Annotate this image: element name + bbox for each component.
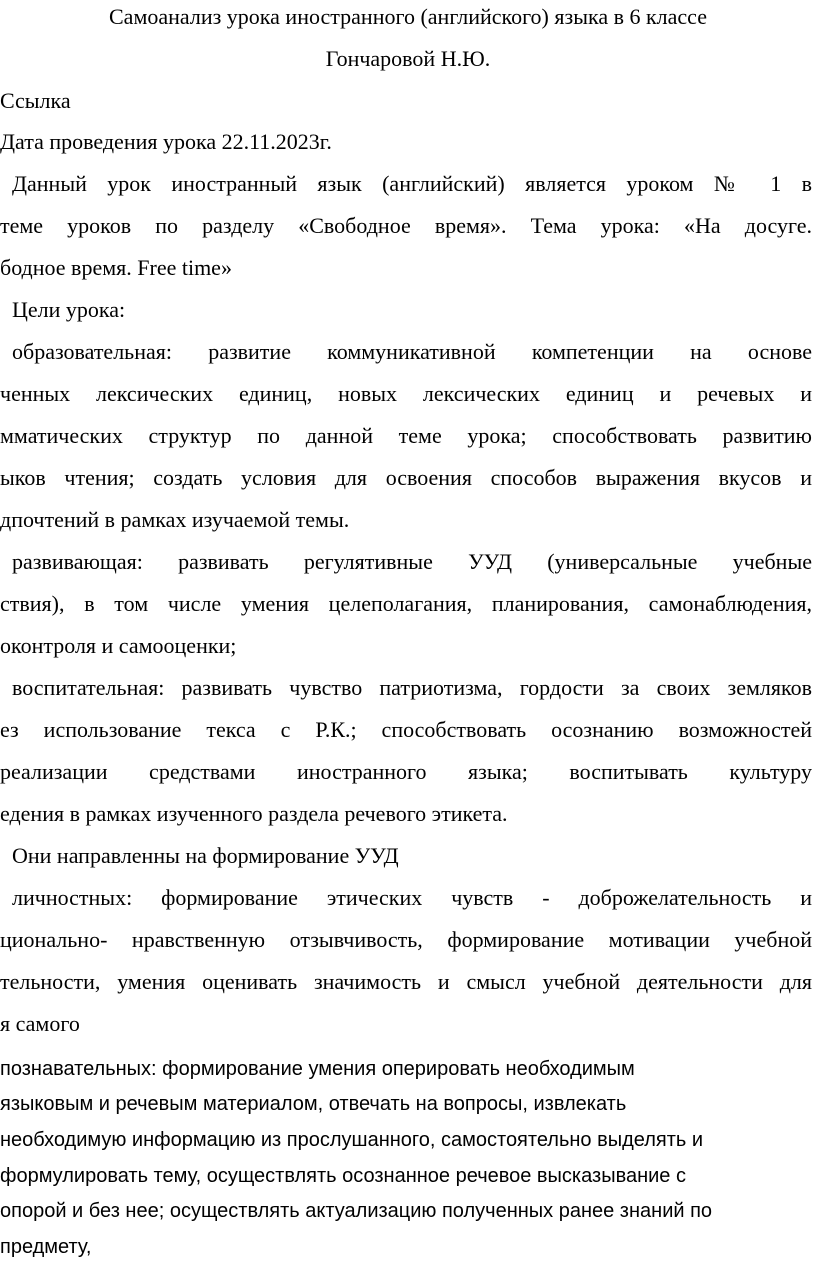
developing-goal-line: ствия), в том числе умения целеполагания, планирования, самонаблюдения, xyxy=(0,591,812,616)
intro-paragraph-line: Данный урок иностранный язык (английский) является уроком № 1 в xyxy=(12,171,812,196)
document-title-line2: Гончаровой Н.Ю. xyxy=(325,46,491,71)
upbringing-goal-line: воспитательная: развивать чувство патриотизма, гордости за своих земляков xyxy=(12,675,812,700)
goals-heading: Цели урока: xyxy=(12,297,126,322)
upbringing-goal-line: едения в рамках изученного раздела речевого этикета. xyxy=(0,801,508,826)
educational-goal-line: дпочтений в рамках изучаемой темы. xyxy=(0,507,350,532)
personal-uud-line: тельности, умения оценивать значимость и смысл учебной деятельности для xyxy=(0,969,812,994)
uud-heading: Они направленны на формирование УУД xyxy=(12,843,399,868)
upbringing-goal-line: ез использование текса с Р.К.; способствовать осознанию возможностей xyxy=(0,717,812,742)
date-line: Дата проведения урока 22.11.2023г. xyxy=(0,129,332,154)
cognitive-uud-line: языковым и речевым материалом, отвечать на вопросы, извлекать xyxy=(0,1093,627,1115)
personal-uud-line: ционально- нравственную отзывчивость, формирование мотивации учебной xyxy=(0,927,812,952)
link-label[interactable]: Ссылка xyxy=(0,88,71,113)
educational-goal-line: ыков чтения; создать условия для освоения способов выражения вкусов и xyxy=(0,465,812,490)
intro-paragraph-line: бодное время. Free time» xyxy=(0,255,232,280)
cognitive-uud-line: опорой и без нее; осуществлять актуализацию полученных ранее знаний по xyxy=(0,1200,713,1222)
personal-uud-line: я самого xyxy=(0,1011,80,1036)
developing-goal-line: оконтроля и самооценки; xyxy=(0,633,237,658)
cognitive-uud-line: предмету, xyxy=(0,1236,92,1258)
intro-paragraph-line: теме уроков по разделу «Свободное время». Тема урока: «На досуге. xyxy=(0,213,812,238)
educational-goal-line: мматических структур по данной теме урока; способствовать развитию xyxy=(0,423,812,448)
developing-goal-line: развивающая: развивать регулятивные УУД (универсальные учебные xyxy=(12,549,812,574)
upbringing-goal-line: реализации средствами иностранного языка; воспитывать культуру xyxy=(0,759,812,784)
educational-goal-line: образовательная: развитие коммуникативной компетенции на основе xyxy=(12,339,812,364)
personal-uud-line: личностных: формирование этических чувств - доброжелательность и xyxy=(12,885,812,910)
cognitive-uud-line: формулировать тему, осуществлять осознанное речевое высказывание с xyxy=(0,1165,686,1187)
document-title-line1: Самоанализ урока иностранного (английского) языка в 6 классе xyxy=(109,4,707,29)
cognitive-uud-line: необходимую информацию из прослушанного, самостоятельно выделять и xyxy=(0,1129,704,1151)
educational-goal-line: ченных лексических единиц, новых лексических единиц и речевых и xyxy=(0,381,812,406)
cognitive-uud-line: познавательных: формирование умения оперировать необходимым xyxy=(0,1058,635,1080)
